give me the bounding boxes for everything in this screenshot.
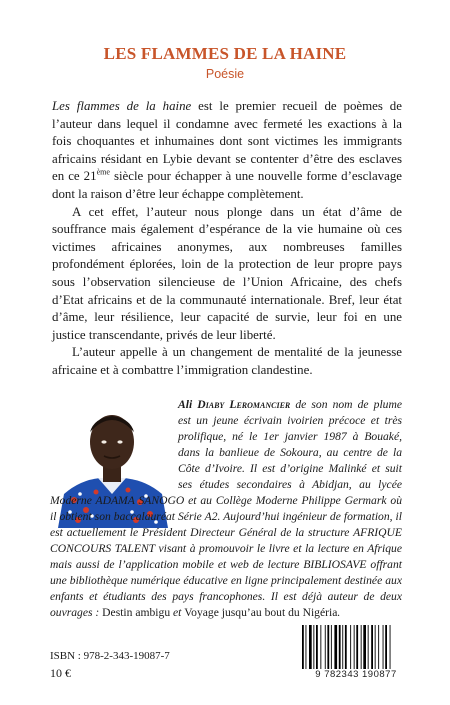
book-title: LES FLAMMES DE LA HAINE [103, 44, 347, 63]
summary-book-title: Les flammes de la haine [52, 99, 192, 113]
book-genre: Poésie [205, 67, 245, 81]
summary-paragraph-1: Les flammes de la haine est le premier recueil de poèmes de l’auteur dans lequel il condamne avec fermeté les exactions à la fois choquantes et inhumaines dont sont victimes les immigrants africains résidant en Lybie devant se contenter d’être des esclaves en ce 21ème siècle pour échapper à une nouvelle forme d’esclavage dont la raison d’être leur échappe complètement. [52, 99, 402, 201]
back-cover-summary [52, 98, 402, 380]
summary-paragraph-3: L’auteur appelle à un changement de mentalité de la jeunesse africaine et à combattre l’immigration clandestine. [52, 345, 402, 377]
work-title-1: Destin ambigu [102, 606, 171, 619]
barcode-digits: 9 782343 190877 [302, 669, 410, 680]
work-title-2: Voyage jusqu’au bout du Nigéria [184, 606, 338, 619]
author-biography: Ali Diaby Leromancier de son nom de plume est un jeune écrivain ivoirien précoce et très prolifique, né le 1er janvier 1987 à Bouaké, dans la banlieue de Sokoura, au centre de la Côte d’Ivoire. Il est d’origine Malinké et suit ses études secondaires à Abidjan, au lycée Moderne ADAMA SANOGO et au Collège Moderne Philippe Germark où il obtient son baccalauréat Série A2. Aujourd’hui ingénieur de formation, il est actuellement le Président Directeur Général de la structure AFRIQUE CONCOURS TALENT visant à promouvoir le livre et la lecture en Afrique mais aussi de l’application mobile et web de lecture BIBLIOSAVE offrant une bibliothèque numérique éducative en ligne principalement destinée aux enfants et étudiants des pays francophones. Il est déjà auteur de deux ouvrages : Destin ambigu et Voyage jusqu’au bout du Nigéria. [50, 398, 402, 619]
author-first-name: Ali [178, 398, 198, 411]
author-last-name: Diaby Leromancier [197, 398, 291, 411]
book-price: 10 € [50, 666, 71, 680]
isbn-number: ISBN : 978-2-343-19087-7 [50, 650, 170, 662]
summary-paragraph-2: A cet effet, l’auteur nous plonge dans un état d’âme de souffrance mais également d’espérance de la vie humaine où ces victimes africaines anonymes, aux nombreuses familles profondément éplorées, loin de la protection de leur propre pays sous l’observation silencieuse de l’Union Africaine, des chefs d’Etat africains et de la communauté internationale. Bref, leur état d’âme, leur résilience, leur capacité de survie, leur foi en une justice transcendante, privés de leur liberté. [52, 204, 402, 342]
